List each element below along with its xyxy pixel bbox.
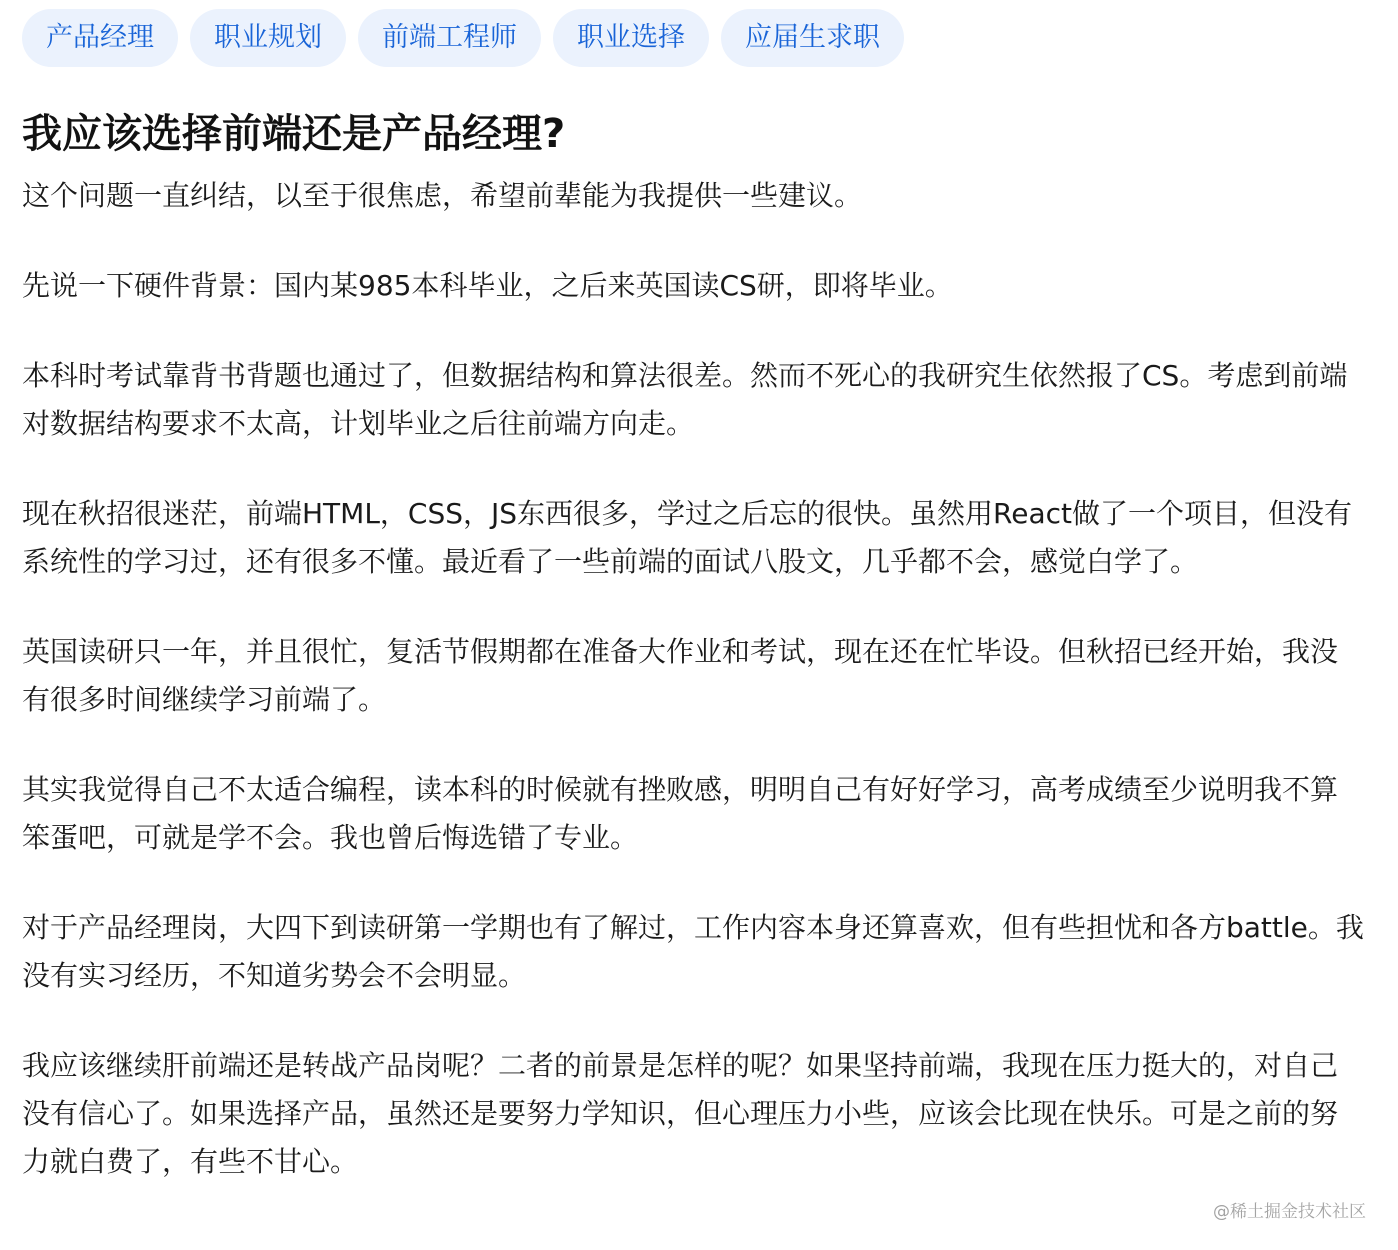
question-paragraph: 我应该继续肝前端还是转战产品岗呢？二者的前景是怎样的呢？如果坚持前端，我现在压力挺大的，对自己没有信心了。如果选择产品，虽然还是要努力学知识，但心理压力小些，应该会比现在快乐。可是之前的努力就白费了，有些不甘心。 — [22, 1049, 1339, 1178]
watermark: @稀土掘金技术社区 — [1213, 1202, 1366, 1222]
topic-tag-product-manager[interactable]: 产品经理 — [22, 9, 178, 67]
topic-tag-career-planning[interactable]: 职业规划 — [190, 9, 346, 67]
topic-tag-list — [22, 9, 904, 67]
question-paragraph: 先说一下硬件背景：国内某985本科毕业，之后来英国读CS研，即将毕业。 — [22, 269, 953, 302]
topic-tag-frontend-engineer[interactable]: 前端工程师 — [358, 9, 541, 67]
topic-tag-graduate-job-search[interactable]: 应届生求职 — [721, 9, 904, 67]
question-paragraph: 这个问题一直纠结，以至于很焦虑，希望前辈能为我提供一些建议。 — [22, 179, 863, 212]
question-paragraph: 其实我觉得自己不太适合编程，读本科的时候就有挫败感，明明自己有好好学习，高考成绩至少说明我不算笨蛋吧，可就是学不会。我也曾后悔选错了专业。 — [22, 773, 1339, 854]
question-paragraph: 现在秋招很迷茫，前端HTML，CSS，JS东西很多，学过之后忘的很快。虽然用React做了一个项目，但没有系统性的学习过，还有很多不懂。最近看了一些前端的面试八股文，几乎都不会，感觉白学了。 — [22, 497, 1353, 578]
question-body — [22, 172, 1364, 1228]
topic-tag-career-choice[interactable]: 职业选择 — [553, 9, 709, 67]
question-paragraph: 对于产品经理岗，大四下到读研第一学期也有了解过，工作内容本身还算喜欢，但有些担忧和各方battle。我没有实习经历，不知道劣势会不会明显。 — [22, 911, 1364, 992]
question-title: 我应该选择前端还是产品经理? — [22, 111, 566, 157]
question-paragraph: 英国读研只一年，并且很忙，复活节假期都在准备大作业和考试，现在还在忙毕设。但秋招已经开始，我没有很多时间继续学习前端了。 — [22, 635, 1339, 716]
question-paragraph: 本科时考试靠背书背题也通过了，但数据结构和算法很差。然而不死心的我研究生依然报了CS。考虑到前端对数据结构要求不太高，计划毕业之后往前端方向走。 — [22, 359, 1348, 440]
